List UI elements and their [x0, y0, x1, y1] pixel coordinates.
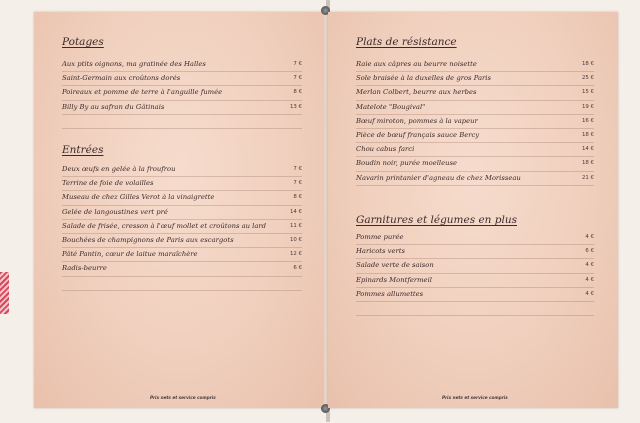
dish-name: Raie aux câpres au beurre noisette — [356, 60, 477, 68]
dish-name: Saint-Germain aux croûtons dorés — [62, 74, 181, 83]
dish-name: Radis-beurre — [62, 264, 107, 273]
dish-price: 18 € — [581, 131, 594, 138]
dish-name: Pièce de bœuf français sauce Bercy — [356, 130, 480, 139]
menu-page-right — [328, 12, 618, 408]
dish-price: 8 € — [293, 89, 302, 96]
dish-price: 14 € — [289, 208, 302, 215]
dish-name: Pomme purée — [356, 233, 404, 241]
dish-price: 7 € — [293, 166, 302, 172]
menu-list-garnitures — [356, 231, 594, 316]
dish-name: Sole braisée à la duxelles de gros Paris — [356, 74, 491, 83]
dish-price: 6 € — [585, 248, 594, 255]
dish-price: 4 € — [585, 276, 594, 283]
menu-item — [62, 220, 302, 234]
menu-item — [62, 177, 302, 191]
dish-price: 8 € — [293, 194, 302, 201]
dish-price: 13 € — [289, 103, 302, 110]
dish-price: 11 € — [289, 222, 302, 229]
section-title-entrees: Entrées — [62, 144, 104, 156]
dish-price: 7 € — [293, 180, 302, 187]
adjacent-page-edge — [0, 272, 9, 314]
dish-price: 7 € — [293, 61, 302, 67]
menu-item — [356, 86, 594, 100]
menu-list-plats — [356, 58, 594, 186]
menu-item — [356, 129, 594, 143]
menu-item — [356, 58, 594, 72]
dish-price: 21 € — [581, 174, 594, 181]
dish-name: Salade verte de saison — [356, 261, 434, 270]
dish-name: Haricots verts — [356, 247, 406, 256]
dish-name: Poireaux et pomme de terre à l'anguille fumée — [62, 88, 223, 97]
menu-item — [356, 172, 594, 186]
dish-name: Billy By au safran du Gâtinais — [62, 102, 165, 111]
menu-item — [62, 262, 302, 276]
dish-price: 12 € — [289, 251, 302, 258]
dish-name: Merlan Colbert, beurre aux herbes — [356, 88, 477, 97]
dish-name: Deux œufs en gelée à la froufrou — [62, 165, 176, 173]
dish-price: 7 € — [293, 75, 302, 82]
menu-item — [356, 157, 594, 171]
dish-name: Terrine de foie de volailles — [62, 179, 154, 188]
menu-item-blank — [356, 302, 594, 316]
menu-item — [62, 163, 302, 177]
dish-name: Epinards Montfermeil — [356, 275, 432, 284]
menu-page-left — [34, 12, 324, 408]
dish-price: 18 € — [581, 61, 594, 67]
menu-item — [62, 234, 302, 248]
dish-price: 18 € — [581, 160, 594, 167]
dish-name: Boudin noir, purée moelleuse — [356, 159, 457, 168]
menu-item — [356, 245, 594, 259]
dish-name: Pommes allumettes — [356, 289, 424, 298]
menu-item — [62, 206, 302, 220]
dish-price: 25 € — [581, 75, 594, 82]
menu-item — [356, 231, 594, 245]
menu-list-potages — [62, 58, 302, 129]
dish-price: 14 € — [581, 146, 594, 153]
dish-name: Matelote "Bougival" — [356, 102, 426, 111]
dish-name: Navarin printanier d'agneau de chez Morisseau — [356, 173, 521, 182]
page-footer: Prix nets et service compris — [150, 395, 216, 400]
page-footer: Prix nets et service compris — [442, 395, 508, 400]
dish-price: 6 € — [293, 265, 302, 272]
menu-item-blank — [62, 277, 302, 291]
menu-list-entrees — [62, 163, 302, 291]
menu-item — [356, 288, 594, 302]
dish-price: 4 € — [585, 262, 594, 269]
dish-price: 4 € — [585, 234, 594, 240]
menu-item-blank — [62, 115, 302, 129]
menu-item — [356, 274, 594, 288]
menu-item — [62, 191, 302, 205]
menu-item — [356, 101, 594, 115]
section-title-plats: Plats de résistance — [356, 36, 457, 48]
dish-name: Pâté Pantin, cœur de laitue maraîchère — [62, 250, 198, 259]
dish-price: 10 € — [289, 236, 302, 243]
menu-item — [356, 259, 594, 273]
dish-name: Bœuf miroton, pommes à la vapeur — [356, 116, 478, 125]
dish-price: 4 € — [585, 290, 594, 297]
menu-item — [356, 72, 594, 86]
dish-name: Salade de frisée, cresson à l'œuf mollet et croûtons au lard — [62, 221, 267, 230]
menu-item — [62, 58, 302, 72]
dish-name: Chou cabus farci — [356, 145, 415, 154]
menu-item — [356, 115, 594, 129]
dish-price: 19 € — [581, 103, 594, 110]
dish-name: Bouchées de champignons de Paris aux escargots — [62, 235, 234, 244]
dish-name: Gelée de langoustines vert pré — [62, 207, 168, 216]
menu-item — [62, 101, 302, 115]
menu-item — [356, 143, 594, 157]
dish-name: Aux ptits oignons, ma gratinée des Halles — [62, 60, 206, 68]
menu-item — [62, 72, 302, 86]
dish-price: 16 € — [581, 117, 594, 124]
menu-item — [62, 248, 302, 262]
dish-price: 15 € — [581, 89, 594, 96]
dish-name: Museau de chez Gilles Verot à la vinaigrette — [62, 193, 215, 202]
menu-item — [62, 86, 302, 100]
section-title-potages: Potages — [62, 36, 104, 48]
section-title-garnitures: Garnitures et légumes en plus — [356, 214, 517, 226]
